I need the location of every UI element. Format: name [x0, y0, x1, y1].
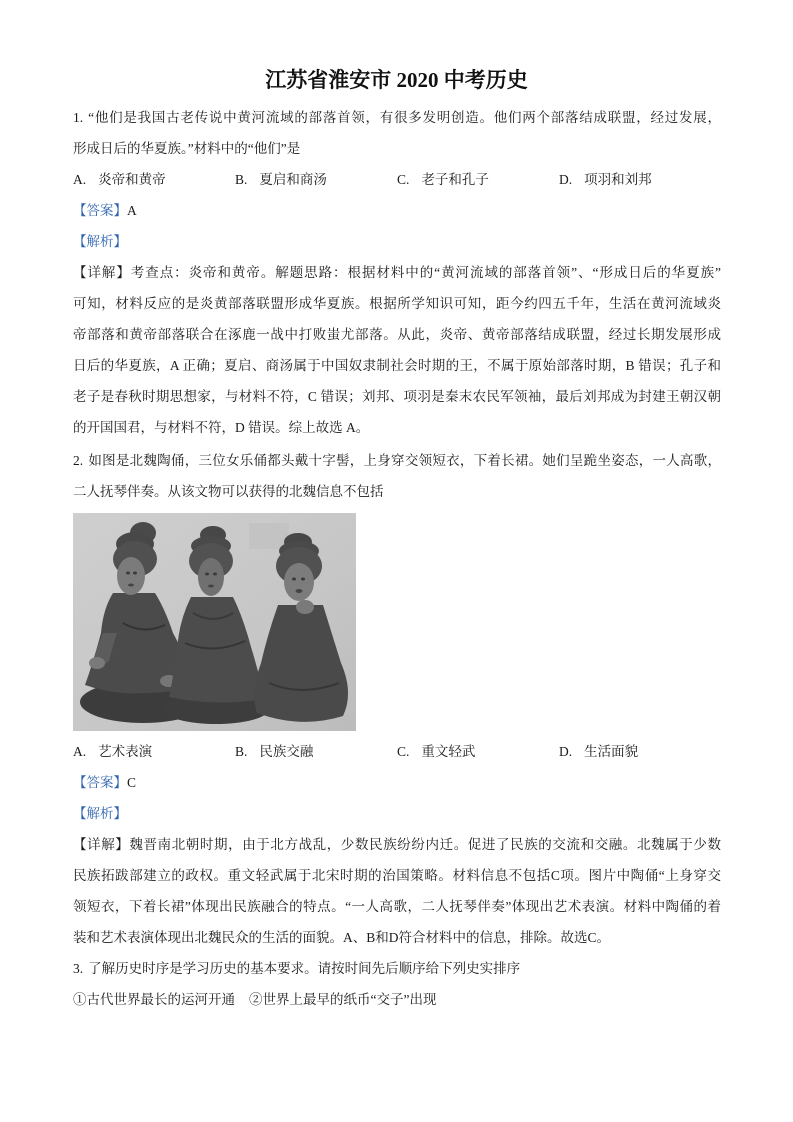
event-item-1: ①古代世界最长的运河开通 — [73, 992, 235, 1007]
question-2-analysis — [73, 804, 721, 824]
stem-text: “他们是我国古老传说中黄河流域的部落首领，有很多发明创造。他们两个部落结成联盟，经过发展， — [88, 110, 721, 125]
option-text: 炎帝和黄帝 — [98, 172, 166, 187]
answer-value: C — [127, 775, 137, 790]
option-text: 民族交融 — [259, 744, 314, 759]
option-label: D. — [559, 744, 573, 759]
option-label: B. — [235, 172, 248, 187]
option-label: B. — [235, 744, 248, 759]
page-title: 江苏省淮安市 2020 中考历史 — [265, 68, 528, 92]
option-text: 夏启和商汤 — [259, 172, 327, 187]
question-1-options — [73, 170, 721, 190]
option-label: C. — [397, 172, 410, 187]
option-b — [235, 170, 397, 190]
question-1-stem-line-1 — [73, 108, 721, 128]
option-label: D. — [559, 172, 573, 187]
question-2-options — [73, 742, 721, 762]
question-2-detail-line-3: 领短衣，下着长裙”体现出民族融合的特点。“一人高歌，二人抚琴伴奏”体现出艺术表演。材料中陶俑的着 — [73, 899, 721, 914]
question-1-stem-line-2: 形成日后的华夏族。”材料中的“他们”是 — [73, 141, 301, 156]
question-1-detail-line-4: 日后的华夏族，A 正确；夏启、商汤属于中国奴隶制社会时期的王，不属于原始部落时期，B 错误；孔子和 — [73, 358, 721, 373]
answer-value: A — [127, 203, 137, 218]
option-c — [397, 170, 559, 190]
stem-text: 如图是北魏陶俑，三位女乐俑都头戴十字髻，上身穿交领短衣，下着长裙。她们呈跪坐姿态，一人高歌， — [88, 453, 721, 468]
question-1-detail-line-1 — [73, 263, 721, 283]
question-3-items — [73, 990, 721, 1010]
option-d — [559, 170, 721, 190]
detail-text: 魏晋南北朝时期，由于北方战乱，少数民族纷纷内迁。促进了民族的交流和交融。北魏属于少数 — [129, 837, 722, 852]
answer-tag: 【答案】 — [73, 203, 127, 218]
question-2-stem-line-2: 二人抚琴伴奏。从该文物可以获得的北魏信息不包括 — [73, 484, 384, 499]
question-2-stem-line-1 — [73, 451, 721, 471]
analysis-tag: 【解析】 — [73, 806, 127, 821]
detail-tag: 【详解】 — [73, 265, 131, 280]
option-a — [73, 742, 235, 762]
detail-tag: 【详解】 — [73, 837, 130, 852]
option-text: 重文轻武 — [421, 744, 476, 759]
option-c — [397, 742, 559, 762]
event-item-2: ②世界上最早的纸币“交子”出现 — [249, 992, 437, 1007]
option-text: 项羽和刘邦 — [584, 172, 652, 187]
option-d — [559, 742, 721, 762]
stem-text: 了解历史时序是学习历史的基本要求。请按时间先后顺序给下列史实排序 — [88, 961, 521, 976]
option-a — [73, 170, 235, 190]
option-label: A. — [73, 172, 87, 187]
question-3-stem-line-1 — [73, 959, 721, 979]
option-text: 生活面貌 — [584, 744, 639, 759]
option-label: C. — [397, 744, 410, 759]
analysis-tag: 【解析】 — [73, 234, 127, 249]
answer-tag: 【答案】 — [73, 775, 127, 790]
question-1-analysis — [73, 232, 721, 252]
figurine-photo-drawing — [73, 513, 356, 731]
question-1-detail-line-5: 老子是春秋时期思想家，与材料不符，C 错误；刘邦、项羽是秦末农民军领袖，最后刘邦成为封建王朝汉朝 — [73, 389, 721, 404]
question-number: 3. — [73, 961, 84, 976]
option-b — [235, 742, 397, 762]
question-1-detail-line-3: 帝部落和黄帝部落联合在涿鹿一战中打败蚩尤部落。从此，炎帝、黄帝部落结成联盟，经过长期发展形成 — [73, 327, 721, 342]
question-number: 1. — [73, 110, 84, 125]
question-2-detail-line-1 — [73, 835, 721, 855]
option-label: A. — [73, 744, 87, 759]
question-1-detail-line-6: 的开国国君，与材料不符，D 错误。综上故选 A。 — [73, 420, 370, 435]
question-2-detail-line-2: 民族拓跋部建立的政权。重文轻武属于北宋时期的治国策略。材料信息不包括C项。图片中陶俑“上身穿交 — [73, 868, 721, 883]
option-text: 老子和孔子 — [421, 172, 489, 187]
question-1-detail-line-2: 可知，材料反应的是炎黄部落联盟形成华夏族。根据所学知识可知，距今约四五千年，生活在黄河流域炎 — [73, 296, 721, 311]
option-text: 艺术表演 — [98, 744, 153, 759]
question-2-detail-line-4: 装和艺术表演体现出北魏民众的生活的面貌。A、B和D符合材料中的信息，排除。故选C。 — [73, 930, 611, 945]
figurine-photo — [73, 513, 356, 731]
question-2-answer — [73, 773, 721, 793]
question-1-answer — [73, 201, 721, 221]
question-number: 2. — [73, 453, 84, 468]
detail-text: 考查点：炎帝和黄帝。解题思路：根据材料中的“黄河流域的部落首领”、“形成日后的华夏族” — [130, 265, 722, 280]
